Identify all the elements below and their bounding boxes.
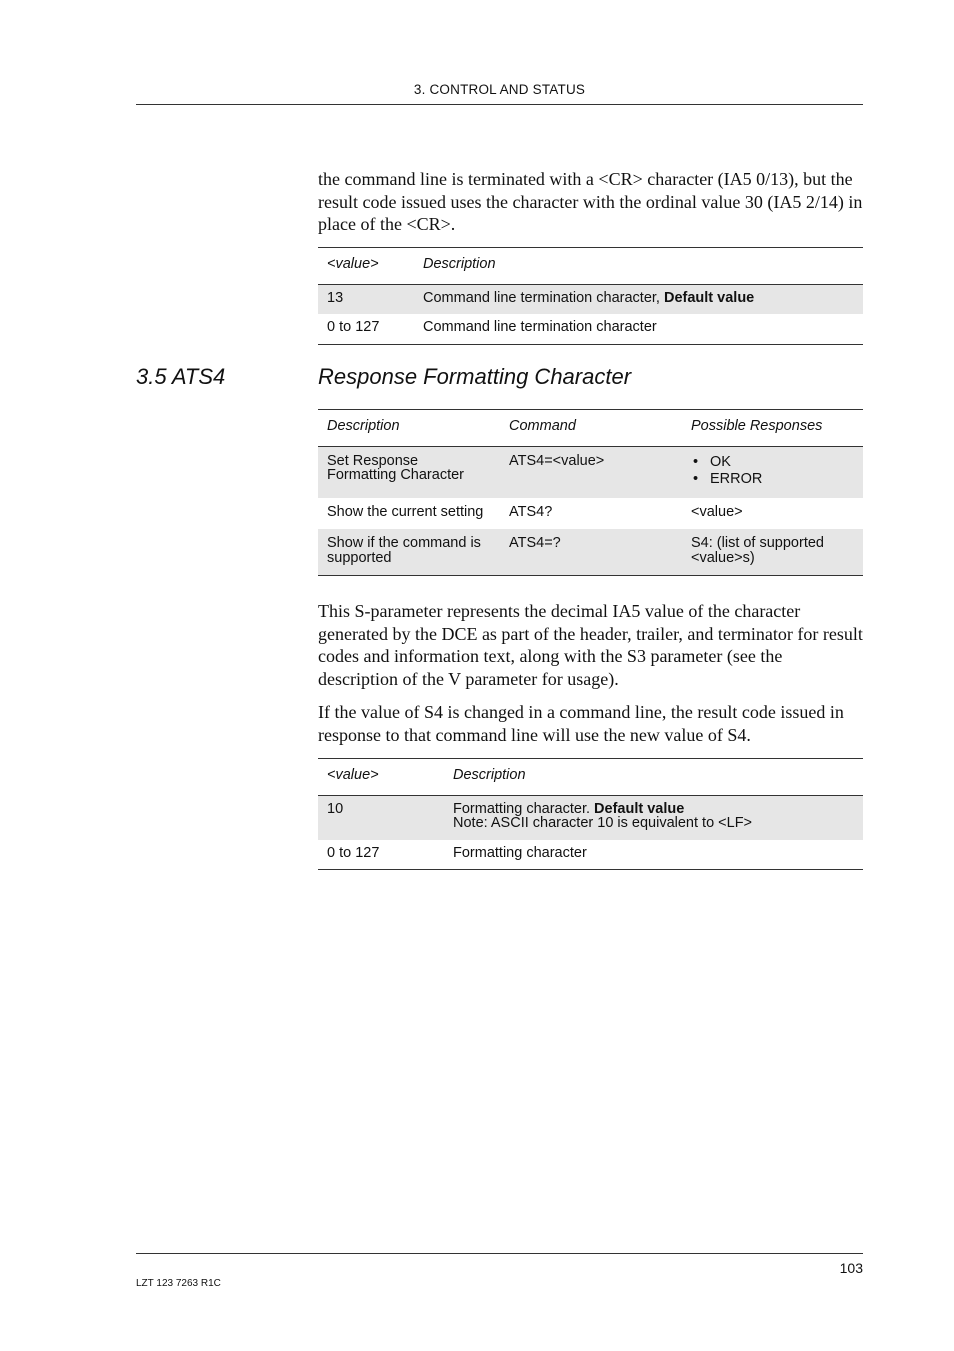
- section-heading: [136, 364, 863, 394]
- intro-paragraph: the command line is terminated with a <CR> character (IA5 0/13), but the result code issued uses the character with the ordinal value 30 (IA5 2/14) in place of the <CR>.: [318, 169, 863, 234]
- table-row: [318, 840, 863, 870]
- column-header-description: Description: [444, 759, 863, 796]
- table-row: [318, 314, 863, 344]
- footer-rule: [136, 1253, 863, 1254]
- column-header-value: <value>: [318, 248, 414, 285]
- default-value-label: Default value: [594, 800, 685, 817]
- document-id: LZT 123 7263 R1C: [136, 1278, 221, 1289]
- description-cell: Show if the command is supported: [318, 529, 500, 576]
- page-number: 103: [839, 1260, 863, 1276]
- table-row: [318, 446, 863, 498]
- header-rule: [136, 104, 863, 105]
- column-header-command: Command: [500, 410, 682, 447]
- response-item: • ERROR: [691, 471, 854, 488]
- table-header-row: [318, 759, 863, 796]
- table-header-row: [318, 248, 863, 285]
- table-header-row: [318, 410, 863, 447]
- column-header-value: <value>: [318, 759, 444, 796]
- table-row: [318, 529, 863, 576]
- default-value-label: Default value: [663, 289, 755, 306]
- description-cell: Set Response Formatting Character: [318, 446, 500, 498]
- response-list: [691, 454, 854, 488]
- body-paragraph-2: If the value of S4 is changed in a command line, the result code issued in response to that command line will use the new value of S4.: [318, 702, 844, 745]
- table-row: [318, 795, 863, 840]
- description-text: Command line termination character,: [423, 289, 664, 306]
- command-cell: ATS4=?: [500, 529, 682, 576]
- description-cell: Show the current setting: [327, 503, 484, 520]
- description-cell: [414, 284, 863, 314]
- value-cell: 10: [318, 795, 444, 840]
- command-table: [318, 409, 863, 576]
- value-cell: 13: [318, 284, 414, 314]
- column-header-responses: Possible Responses: [682, 410, 863, 447]
- description-cell: [444, 795, 863, 840]
- note-text: Note: ASCII character 10 is equivalent to <LF>: [453, 815, 753, 831]
- column-header-description: Description: [414, 248, 863, 285]
- running-header: 3. CONTROL AND STATUS: [413, 82, 586, 97]
- response-item: • OK: [691, 454, 854, 471]
- table-row: [318, 498, 863, 530]
- description-text: Formatting character.: [453, 800, 595, 817]
- section-title: Response Formatting Character: [318, 364, 632, 389]
- s4-values-table: [318, 758, 863, 870]
- table-row: [318, 284, 863, 314]
- value-cell: 0 to 127: [327, 319, 380, 335]
- command-cell: ATS4=<value>: [500, 446, 682, 498]
- description-cell: Formatting character: [453, 844, 587, 861]
- value-cell: 0 to 127: [327, 844, 380, 861]
- description-cell: Command line termination character: [423, 319, 657, 335]
- section-number: 3.5 ATS4: [136, 364, 226, 389]
- s3-values-table: [318, 247, 863, 345]
- command-cell: ATS4?: [509, 503, 553, 520]
- column-header-description: Description: [318, 410, 500, 447]
- responses-cell: S4: (list of supported <value>s): [682, 529, 863, 576]
- responses-cell: [682, 446, 863, 498]
- responses-cell: <value>: [691, 503, 743, 520]
- body-paragraph-1: This S-parameter represents the decimal IA5 value of the character generated by the DCE as part of the header, trailer, and terminator for result codes and information text, along with the S3 parameter (see the description of the V parameter for usage).: [318, 601, 863, 689]
